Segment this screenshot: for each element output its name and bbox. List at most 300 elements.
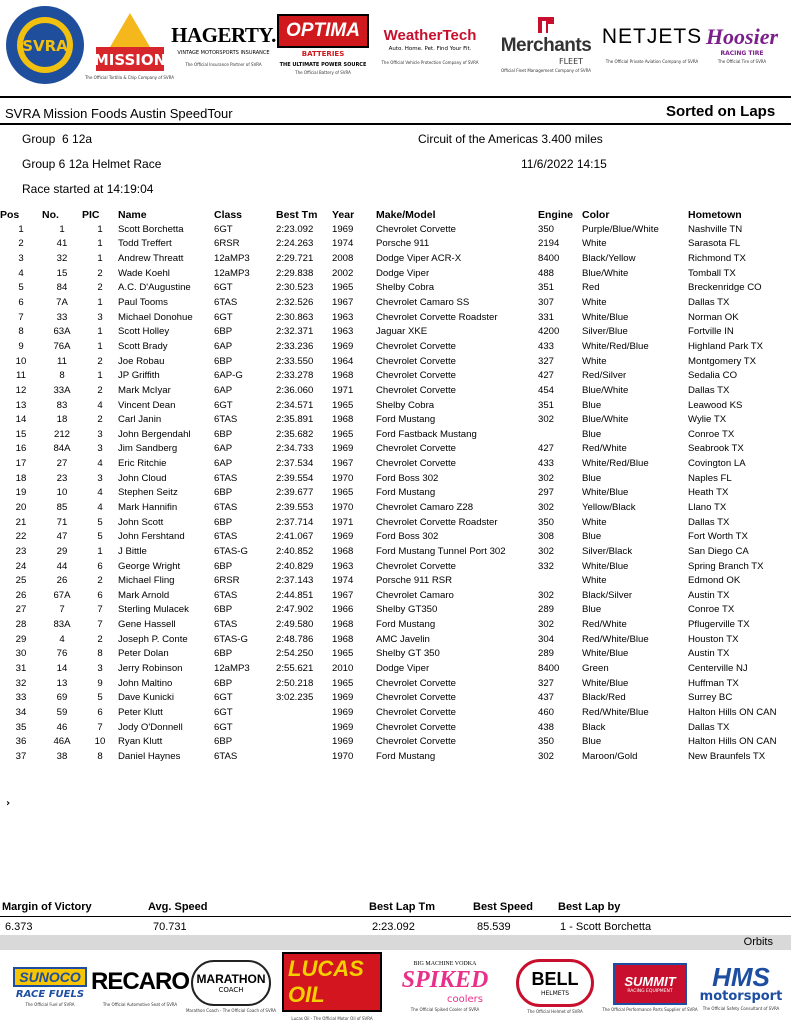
cell-color: Silver/Black (582, 545, 633, 557)
cell-pos: 6 (18, 297, 24, 309)
optima-name: OPTIMA (286, 19, 360, 41)
cell-car-number: 10 (56, 487, 68, 499)
cell-year: 1968 (332, 619, 354, 631)
cell-color: White/Blue (582, 677, 629, 689)
header-divider (0, 123, 791, 125)
cell-year: 1965 (332, 428, 354, 440)
table-row (0, 383, 791, 398)
cell-pic: 5 (97, 516, 103, 528)
cell-make-model: Shelby GT350 (376, 604, 438, 616)
cell-color: Red (582, 282, 600, 294)
cell-color: White/Blue (582, 311, 629, 323)
cell-year: 1970 (332, 472, 354, 484)
cell-pic: 6 (97, 706, 103, 718)
cell-color: White (582, 575, 607, 587)
cell-best-time: 2:39.554 (276, 472, 314, 484)
cell-hometown: Austin TX (688, 589, 730, 601)
cell-engine: 302 (538, 545, 555, 557)
cell-driver-name: Joseph P. Conte (118, 633, 188, 645)
cell-class: 6BP (214, 355, 233, 367)
cell-year: 1969 (332, 443, 354, 455)
cell-pic: 1 (97, 326, 103, 338)
cell-pic: 8 (97, 750, 103, 762)
cell-make-model: Dodge Viper (376, 267, 430, 279)
cell-pos: 29 (15, 633, 27, 645)
cell-best-time: 2:29.721 (276, 253, 314, 265)
cell-pos: 25 (15, 575, 27, 587)
cell-pos: 17 (15, 458, 27, 470)
cell-pos: 1 (18, 223, 24, 235)
cell-make-model: Ford Mustang (376, 414, 436, 426)
best-speed-label: Best Speed (473, 901, 533, 913)
cell-pos: 8 (18, 326, 24, 338)
cell-hometown: Centerville NJ (688, 663, 748, 675)
cell-make-model: Ford Mustang (376, 750, 436, 762)
cell-year: 1969 (332, 531, 354, 543)
avg-speed-value: 70.731 (153, 921, 187, 933)
cell-car-number: 84A (53, 443, 71, 455)
cell-driver-name: Sterling Mulacek (118, 604, 189, 616)
hoosier-name: Hoosier (705, 24, 779, 49)
cell-best-time: 2:39.553 (276, 501, 314, 513)
cell-class: 6GT (214, 399, 233, 411)
table-row (0, 427, 791, 442)
cell-driver-name: John Fershtand (118, 531, 185, 543)
table-row (0, 544, 791, 559)
cell-make-model: Chevrolet Corvette (376, 677, 456, 689)
cell-pos: 37 (15, 750, 27, 762)
cell-pic: 1 (97, 545, 103, 557)
cell-make-model: Ford Boss 302 (376, 472, 439, 484)
cell-color: White/Red/Blue (582, 458, 649, 470)
col-header: Color (582, 208, 610, 221)
marathon-sub: COACH (218, 985, 244, 994)
cell-driver-name: A.C. D'Augustine (118, 282, 191, 294)
recaro-logo-icon (91, 958, 190, 1016)
cell-driver-name: Mark McIyar (118, 384, 171, 396)
cell-car-number: 41 (56, 238, 68, 250)
cell-best-time: 2:33.550 (276, 355, 314, 367)
cell-hometown: Houston TX (688, 633, 739, 645)
hagerty-sub: VINTAGE MOTORSPORTS INSURANCE (177, 50, 270, 56)
marathon-coach-logo-icon (186, 954, 276, 1018)
spiked-name: SPIKED (401, 966, 489, 993)
cell-driver-name: Peter Dolan (118, 648, 169, 660)
cell-pos: 36 (15, 736, 27, 748)
cell-color: Blue (582, 604, 602, 616)
cell-pic: 7 (97, 604, 103, 616)
cell-best-time: 2:54.250 (276, 648, 314, 660)
cell-car-number: 44 (56, 560, 68, 572)
cell-best-time: 2:34.733 (276, 443, 314, 455)
cell-driver-name: Todd Treffert (118, 238, 172, 250)
avg-speed-label: Avg. Speed (148, 901, 208, 913)
hoosier-tag: The Official Tire of SVRA (717, 59, 767, 64)
hagerty-tag: The Official Insurance Partner of SVRA (185, 62, 262, 67)
cell-driver-name: Andrew Threatt (118, 253, 184, 265)
cell-make-model: Chevrolet Corvette Roadster (376, 516, 498, 528)
cell-hometown: Dallas TX (688, 297, 730, 309)
cell-class: 6BP (214, 487, 233, 499)
cell-pic: 8 (97, 648, 103, 660)
cell-make-model: Ford Boss 302 (376, 531, 439, 543)
table-row (0, 647, 791, 662)
cell-make-model: Chevrolet Corvette (376, 692, 456, 704)
cell-driver-name: George Wright (118, 560, 181, 572)
hms-motorsport-logo-icon (694, 954, 788, 1018)
cell-hometown: Norman OK (688, 311, 739, 323)
cell-engine: 327 (538, 677, 555, 689)
cell-pic: 6 (97, 560, 103, 572)
cell-class: 6AP (214, 340, 233, 352)
hms-tag: The Official Safety Consultant of SVRA (702, 1005, 780, 1011)
cell-color: Red/White/Blue (582, 706, 649, 718)
cell-pos: 28 (15, 619, 27, 631)
sunoco-tag: The Official Fuel of SVRA (25, 1002, 75, 1007)
cell-color: Black/Red (582, 692, 626, 704)
cell-pic: 1 (97, 238, 103, 250)
cell-driver-name: JP Griffith (118, 370, 160, 382)
table-row (0, 354, 791, 369)
hms-sub: motorsport (699, 988, 783, 1004)
cell-year: 1974 (332, 575, 354, 587)
cell-driver-name: Gene Hassell (118, 619, 176, 631)
cell-hometown: Heath TX (688, 487, 729, 499)
cell-color: White/Blue (582, 648, 629, 660)
cell-best-time: 2:35.891 (276, 414, 314, 426)
table-row (0, 617, 791, 632)
cell-class: 6AP-G (214, 370, 243, 382)
cell-engine: 437 (538, 692, 555, 704)
cell-color: Purple/Blue/White (582, 223, 659, 235)
best-lap-tm-value: 2:23.092 (372, 921, 415, 933)
cell-driver-name: Vincent Dean (118, 399, 176, 411)
cell-year: 1971 (332, 516, 354, 528)
mission-logo-icon (84, 6, 175, 84)
netjets-name: NETJETS (601, 24, 703, 48)
cell-best-time: 2:40.829 (276, 560, 314, 572)
cell-make-model: Chevrolet Corvette (376, 458, 456, 470)
best-speed-value: 85.539 (477, 921, 511, 933)
cell-color: Blue/White (582, 414, 629, 426)
weathertech-name: WeatherTech (383, 27, 477, 44)
merchants-tag: Official Fleet Management Company of SVRA (500, 68, 591, 73)
cell-pos: 26 (15, 589, 27, 601)
cell-pic: 1 (97, 370, 103, 382)
cell-engine: 350 (538, 516, 555, 528)
cell-engine: 327 (538, 355, 555, 367)
cell-best-time: 2:36.060 (276, 384, 314, 396)
cell-class: 6TAS-G (214, 545, 248, 557)
cell-year: 1967 (332, 458, 354, 470)
cell-driver-name: Carl Janin (118, 414, 162, 426)
hagerty-logo-icon (171, 10, 276, 80)
cell-best-time (276, 720, 332, 735)
sunoco-sub: RACE FUELS (15, 989, 85, 1000)
summit-tag: The Official Performance Parts Supplier of SVRA (602, 1006, 698, 1012)
cell-best-time (276, 749, 332, 764)
margin-of-victory-value: 6.373 (5, 921, 33, 933)
cell-best-time: 2:39.677 (276, 487, 314, 499)
cell-pos: 9 (18, 340, 24, 352)
cell-pic: 5 (97, 692, 103, 704)
cell-color: White/Red/Blue (582, 340, 649, 352)
summary-divider (0, 916, 791, 917)
col-header: Pos (0, 208, 20, 221)
table-row (0, 398, 791, 413)
cell-class: 12aMP3 (214, 267, 250, 279)
table-row (0, 456, 791, 471)
cell-year: 1967 (332, 589, 354, 601)
cell-car-number: 29 (56, 545, 68, 557)
cell-class: 6BP (214, 736, 233, 748)
cell-pic: 1 (97, 253, 103, 265)
cell-class: 6GT (214, 706, 233, 718)
hoosier-sub: RACING TIRE (720, 50, 764, 57)
cell-best-time (276, 734, 332, 749)
cell-engine: 8400 (538, 253, 560, 265)
cell-pic: 2 (97, 355, 103, 367)
cell-pic: 3 (97, 311, 103, 323)
cell-year: 1969 (332, 340, 354, 352)
table-row (0, 676, 791, 691)
table-row (0, 237, 791, 252)
cell-driver-name: Wade Koehl (118, 267, 170, 279)
bell-helmets-logo-icon (508, 954, 602, 1018)
weathertech-tag: The Official Vehicle Protection Company of SVRA (381, 60, 479, 65)
cell-year: 1974 (332, 238, 354, 250)
cell-engine: 304 (538, 633, 555, 645)
optima-sub2: THE ULTIMATE POWER SOURCE (279, 61, 367, 68)
cell-hometown: Dallas TX (688, 516, 730, 528)
cell-engine: 427 (538, 370, 555, 382)
cell-class: 6BP (214, 677, 233, 689)
cell-pic: 3 (97, 443, 103, 455)
cell-pos: 14 (15, 414, 27, 426)
cell-hometown: Conroe TX (688, 428, 735, 440)
cell-class: 6AP (214, 384, 233, 396)
lucas-oil-logo-icon (282, 954, 382, 1021)
cell-best-time: 2:37.714 (276, 516, 314, 528)
cell-driver-name: Scott Brady (118, 340, 168, 352)
cell-best-time: 2:40.852 (276, 545, 314, 557)
cell-best-time: 2:30.523 (276, 282, 314, 294)
cell-best-time: 2:41.067 (276, 531, 314, 543)
merchants-logo-icon (490, 6, 602, 82)
cell-color: Green (582, 663, 609, 675)
cell-hometown: Tomball TX (688, 267, 736, 279)
cell-engine: 302 (538, 414, 555, 426)
cell-class: 6BP (214, 326, 233, 338)
cell-color: White (582, 355, 607, 367)
cell-hometown: Spring Branch TX (688, 560, 764, 572)
cell-car-number: 76A (53, 340, 71, 352)
cell-year: 1965 (332, 282, 354, 294)
cell-class: 6BP (214, 648, 233, 660)
cell-pos: 18 (15, 472, 27, 484)
hoosier-logo-icon (696, 14, 788, 74)
orbits-brand: Orbits (743, 936, 773, 948)
cell-hometown: Austin TX (688, 648, 730, 660)
col-header: Make/Model (376, 208, 436, 221)
cell-engine: 2194 (538, 238, 560, 250)
cell-make-model: Ford Fastback Mustang (376, 428, 477, 440)
cell-best-time: 2:48.786 (276, 633, 314, 645)
cell-class: 6BP (214, 428, 233, 440)
cell-pic: 10 (94, 736, 106, 748)
cell-year: 1963 (332, 311, 354, 323)
margin-of-victory-label: Margin of Victory (2, 901, 92, 913)
cell-engine: 351 (538, 399, 555, 411)
cell-year: 1969 (332, 692, 354, 704)
table-row (0, 295, 791, 310)
best-lap-by-value: 1 - Scott Borchetta (560, 921, 652, 933)
cell-car-number: 7 (59, 604, 65, 616)
cell-class: 6TAS (214, 531, 238, 543)
cell-driver-name: Joe Robau (118, 355, 165, 367)
cell-hometown: Leawood KS (688, 399, 743, 411)
cell-make-model: Chevrolet Corvette Roadster (376, 311, 498, 323)
cell-car-number: 85 (56, 501, 68, 513)
cell-make-model: Chevrolet Corvette (376, 443, 456, 455)
cell-pic: 5 (97, 531, 103, 543)
cell-best-time: 2:55.621 (276, 663, 314, 675)
cell-class: 6BP (214, 604, 233, 616)
group-label: Group 6 12a (22, 132, 93, 146)
cell-car-number: 83 (56, 399, 68, 411)
cell-class: 6RSR (214, 238, 240, 250)
cell-make-model: Chevrolet Corvette (376, 706, 456, 718)
cell-hometown: Covington LA (688, 458, 746, 470)
cell-engine: 350 (538, 223, 555, 235)
cell-best-time: 2:32.526 (276, 297, 314, 309)
optima-logo-icon (276, 4, 370, 84)
cell-class: 6RSR (214, 575, 240, 587)
cell-engine: 308 (538, 531, 555, 543)
optima-tag: The Official Battery of SVRA (295, 69, 351, 75)
cell-year: 1971 (332, 384, 354, 396)
cell-driver-name: John Maltino (118, 677, 173, 689)
table-row (0, 500, 791, 515)
cell-pic: 4 (97, 399, 103, 411)
cell-hometown: Montgomery TX (688, 355, 757, 367)
cell-best-time: 2:47.902 (276, 604, 314, 616)
cell-car-number: 212 (53, 428, 70, 440)
results-table (0, 207, 791, 764)
cell-car-number: 26 (56, 575, 68, 587)
table-row (0, 515, 791, 530)
cell-hometown: Surrey BC (688, 692, 733, 704)
cell-year: 2010 (332, 663, 354, 675)
col-header: Engine (538, 208, 574, 221)
cell-pic: 2 (97, 267, 103, 279)
cell-car-number: 84 (56, 282, 68, 294)
cell-best-time (276, 705, 332, 720)
cell-pos: 33 (15, 692, 27, 704)
cell-pos: 21 (15, 516, 27, 528)
table-row (0, 442, 791, 457)
cell-driver-name: Ryan Klutt (118, 736, 163, 748)
cell-hometown: San Diego CA (688, 545, 749, 557)
summit-sub: RACING EQUIPMENT (627, 988, 673, 994)
top-sponsor-bar (0, 0, 791, 90)
cell-pic: 2 (97, 282, 103, 294)
cell-engine: 331 (538, 311, 555, 323)
recaro-tag: The Official Automotive Seat of SVRA (102, 1001, 178, 1007)
table-row (0, 720, 791, 735)
cell-engine: 350 (538, 736, 555, 748)
cell-pic: 3 (97, 472, 103, 484)
cell-year: 1969 (332, 223, 354, 235)
cell-year: 1970 (332, 750, 354, 762)
cell-car-number: 13 (56, 677, 68, 689)
cell-pos: 13 (15, 399, 27, 411)
cell-pic: 6 (97, 589, 103, 601)
cell-class: 6BP (214, 560, 233, 572)
cell-best-time: 2:49.580 (276, 619, 314, 631)
cell-pos: 31 (15, 663, 27, 675)
race-started: Race started at 14:19:04 (22, 182, 154, 196)
cell-engine: 302 (538, 589, 555, 601)
cell-make-model: Chevrolet Corvette (376, 721, 456, 733)
cell-class: 6AP (214, 443, 233, 455)
cell-best-time: 2:37.143 (276, 575, 314, 587)
cell-pic: 7 (97, 619, 103, 631)
cell-car-number: 4 (59, 633, 65, 645)
cell-year: 1963 (332, 326, 354, 338)
cell-pic: 9 (97, 677, 103, 689)
cell-engine: 433 (538, 340, 555, 352)
netjets-logo-icon (601, 14, 703, 74)
marathon-name: MARATHON (196, 971, 266, 986)
cell-driver-name: Daniel Haynes (118, 750, 181, 762)
cell-best-time: 2:34.571 (276, 399, 314, 411)
cell-driver-name: Michael Fling (118, 575, 175, 587)
cell-driver-name: Jim Sandberg (118, 443, 178, 455)
cell-driver-name: Scott Borchetta (118, 223, 184, 235)
spiked-tag: The Official Spiked Cooler of SVRA (410, 1006, 480, 1012)
cell-class: 12aMP3 (214, 663, 250, 675)
cell-engine: 289 (538, 604, 555, 616)
table-row (0, 661, 791, 676)
table-row (0, 471, 791, 486)
merchants-name: Merchants (500, 35, 592, 56)
cell-best-time: 2:44.851 (276, 589, 314, 601)
cell-year: 1966 (332, 604, 354, 616)
cell-best-time: 2:37.534 (276, 458, 314, 470)
cell-car-number: 8 (59, 370, 65, 382)
cell-color: Blue (582, 736, 602, 748)
cell-engine: 302 (538, 750, 555, 762)
cell-make-model: Chevrolet Corvette (376, 736, 456, 748)
table-row (0, 705, 791, 720)
table-row (0, 368, 791, 383)
cell-hometown: Highland Park TX (688, 340, 764, 352)
table-row (0, 251, 791, 266)
optima-sub: BATTERIES (301, 49, 345, 58)
cell-car-number: 1 (59, 223, 65, 235)
hms-name: HMS (712, 961, 770, 992)
cell-make-model: Shelby Cobra (376, 282, 435, 294)
table-row (0, 310, 791, 325)
cell-make-model: Chevrolet Corvette (376, 560, 456, 572)
bottom-sponsor-bar (0, 952, 791, 1022)
cell-engine: 438 (538, 721, 555, 733)
cell-engine: 454 (538, 384, 555, 396)
cell-pos: 12 (15, 384, 27, 396)
cell-hometown: Fort Worth TX (688, 531, 748, 543)
cell-hometown: Dallas TX (688, 721, 730, 733)
